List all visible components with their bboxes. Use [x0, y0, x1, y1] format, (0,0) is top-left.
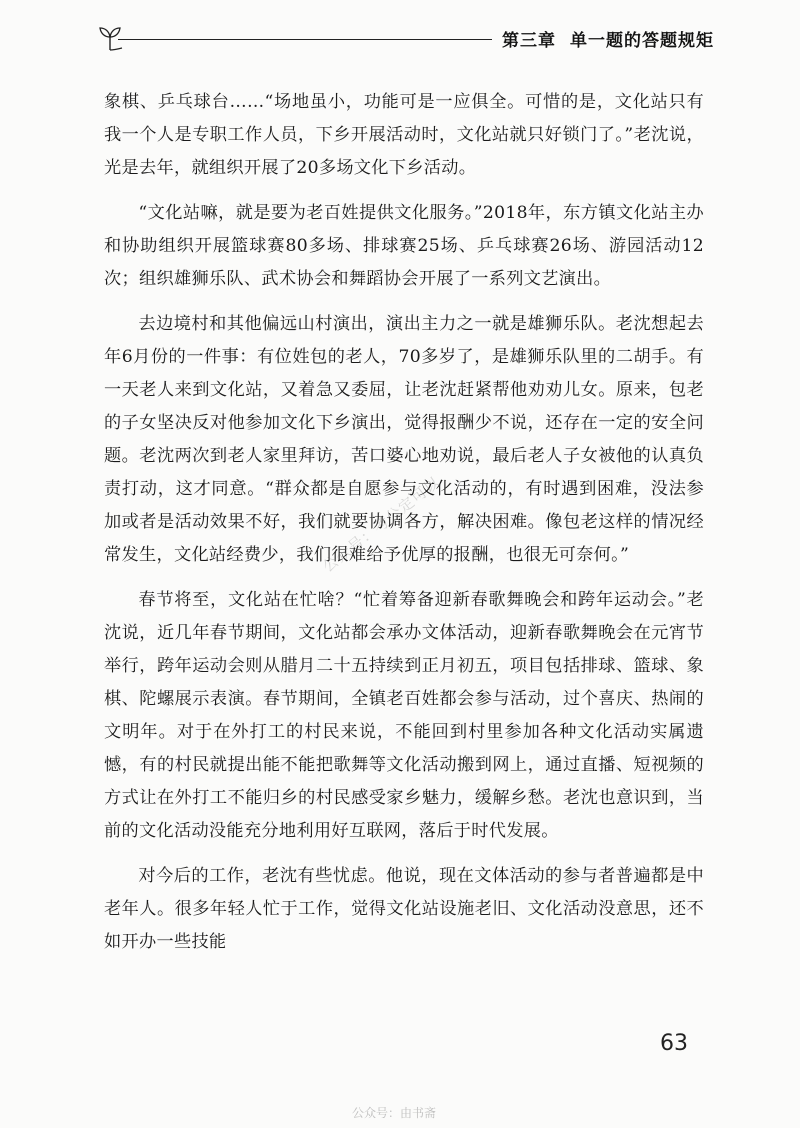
header-rule	[118, 39, 492, 40]
paragraph: 去边境村和其他偏远山村演出，演出主力之一就是雄狮乐队。老沈想起去年6月份的一件事：有位姓包的老人，70多岁了，是雄狮乐队里的二胡手。有一天老人来到文化站，又着急又委屈，让老沈赶紧帮他劝劝儿女。原来，包老的子女坚决反对他参加文化下乡演出，觉得报酬少不说，还存在一定的安全问题。老沈两次到老人家里拜访，苦口婆心地劝说，最后老人子女被他的认真负责打动，这才同意。“群众都是自愿参与文化活动的，有时遇到困难，没法参加或者是活动效果不好，我们就要协调各方，解决困难。像包老这样的情况经常发生，文化站经费少，我们很难给予优厚的报酬，也很无可奈何。”	[104, 314, 704, 565]
paragraph: “文化站嘛，就是要为老百姓提供文化服务。”2018年，东方镇文化站主办和协助组织开展篮球赛80多场、排球赛25场、乒乓球赛26场、游园活动12次；组织雄狮乐队、武术协会和舞蹈协会开展了一系列文艺演出。	[104, 203, 704, 289]
sprout-icon	[96, 22, 124, 52]
watermark-bottom: 公众号：由书斋	[352, 1106, 437, 1120]
paragraph: 春节将至，文化站在忙啥？“忙着筹备迎新春歌舞晚会和跨年运动会。”老沈说，近几年春节期间，文化站都会承办文体活动，迎新春歌舞晚会在元宵节举行，跨年运动会则从腊月二十五持续到正月初五，项目包括排球、篮球、象棋、陀螺展示表演。春节期间，全镇老百姓都会参与活动，过个喜庆、热闹的文明年。对于在外打工的村民来说，不能回到村里参加各种文化活动实属遗憾，有的村民就提出能不能把歌舞等文化活动搬到网上，通过直播、短视频的方式让在外打工不能归乡的村民感受家乡魅力，缓解乡愁。老沈也意识到，当前的文化活动没能充分地利用好互联网，落后于时代发展。	[104, 590, 704, 841]
watermark-center: 公众号：考公定可以	[319, 472, 444, 576]
paragraph: 象棋、乒乓球台……“场地虽小，功能可是一应俱全。可惜的是，文化站只有我一个人是专职工作人员，下乡开展活动时，文化站就只好锁门了。”老沈说，光是去年，就组织开展了20多场文化下乡活动。	[104, 92, 704, 178]
chapter-name: 单一题的答题规矩	[570, 31, 714, 51]
chapter-title	[502, 26, 714, 51]
body-text	[104, 86, 704, 971]
paragraph: 对今后的工作，老沈有些忧虑。他说，现在文体活动的参与者普遍都是中老年人。很多年轻人忙于工作，觉得文化站设施老旧、文化活动没意思，还不如开办一些技能	[104, 866, 704, 952]
running-header	[96, 22, 714, 52]
page-number: 63	[660, 1031, 688, 1056]
chapter-number: 第三章	[502, 31, 556, 51]
